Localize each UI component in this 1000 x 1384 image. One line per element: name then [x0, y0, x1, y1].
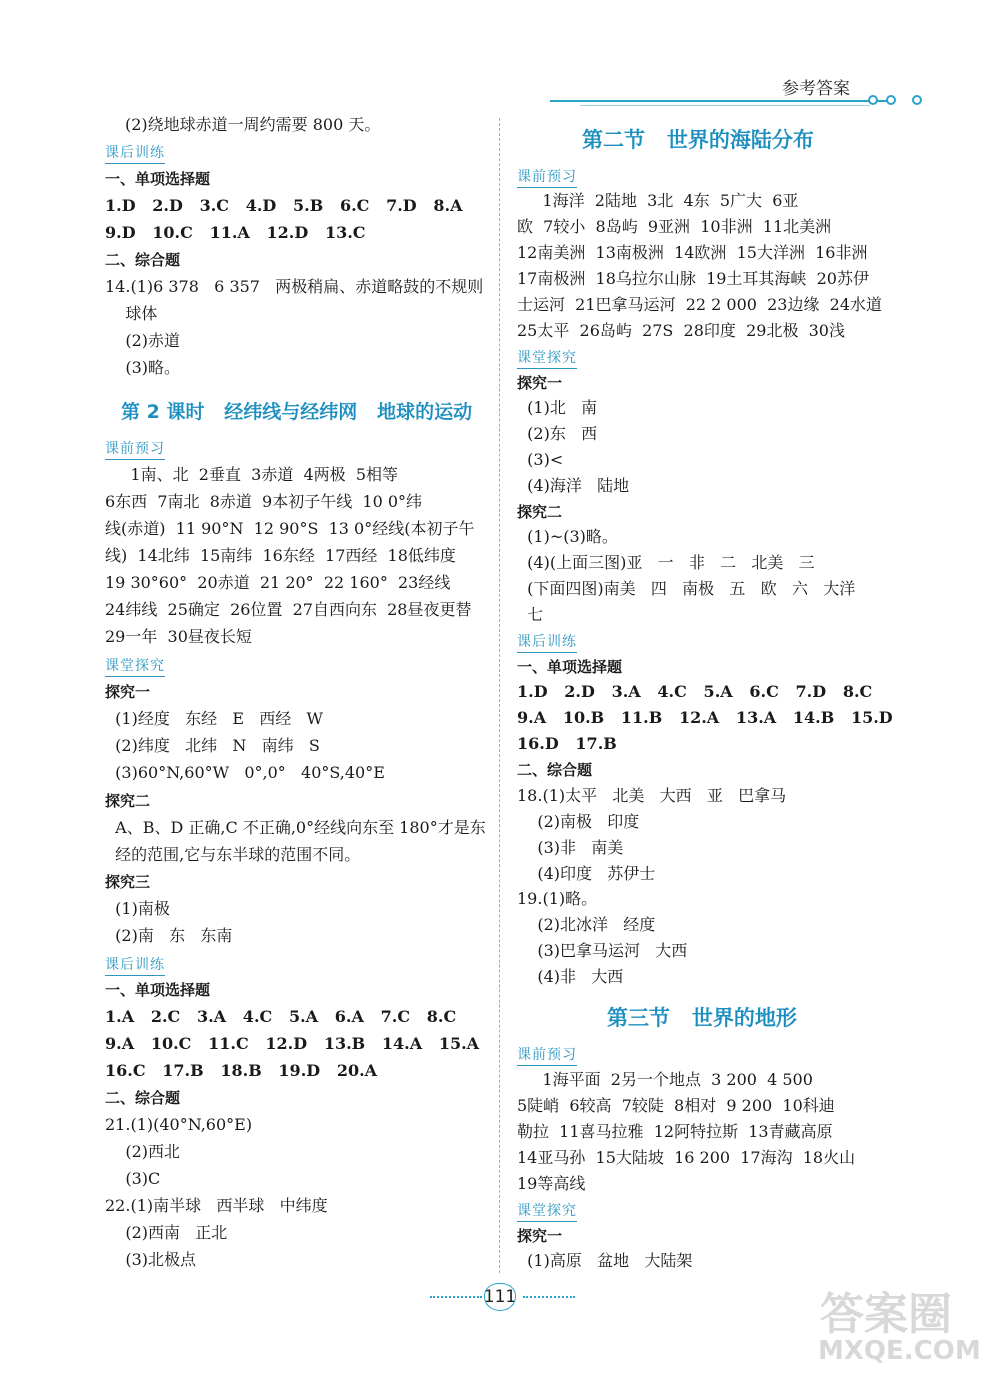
answer-line: (2)西南 正北: [105, 1223, 228, 1242]
section-label: 课前预习: [517, 166, 577, 188]
answer-line: (下面四图)南美 四 南极 五 欧 六 大洋: [517, 579, 856, 598]
answer-line: (4)海洋 陆地: [517, 476, 630, 495]
answer-line: (1)~(3)略。: [517, 527, 618, 546]
answer-line: 19 30°60° 20赤道 21 20° 22 160° 23经线: [105, 573, 451, 592]
question-type-heading: 一、单项选择题: [517, 658, 623, 676]
answer-line: 士运河 21巴拿马运河 22 2 000 23边缘 24水道: [517, 295, 883, 314]
answer-line: (3)60°N,60°W 0°,0° 40°S,40°E: [105, 763, 385, 782]
answer-line: (2)西北: [105, 1142, 181, 1161]
answer-line: (1)南极: [105, 899, 170, 918]
answer-line: (3)非 南美: [517, 838, 624, 857]
answer-line: (3)北极点: [105, 1250, 197, 1269]
inquiry-heading: 探究二: [517, 503, 563, 521]
answer-line: 5陡峭 6较高 7较陡 8相对 9 200 10科迪: [517, 1096, 835, 1115]
answer-line: (3)<: [517, 450, 564, 469]
answer-line: 19等高线: [517, 1174, 586, 1193]
answer-line: 16.D 17.B: [517, 734, 617, 753]
footer-dots: [430, 1296, 482, 1298]
section-label: 课后训练: [105, 954, 165, 976]
answer-line: (3)C: [105, 1169, 161, 1188]
answer-line: 9.D 10.C 11.A 12.D 13.C: [105, 223, 366, 242]
answer-line: (2)赤道: [105, 331, 181, 350]
answer-line: 6东西 7南北 8赤道 9本初子午线 10 0°纬: [105, 492, 423, 511]
answer-line: 经的范围,它与东半球的范围不同。: [105, 845, 361, 864]
header-dot-icon: [868, 95, 878, 105]
page-number-badge: [430, 1283, 575, 1313]
answer-line: 14.(1)6 378 6 357 两极稍扁、赤道略鼓的不规则: [105, 277, 484, 296]
answer-line: 9.A 10.B 11.B 12.A 13.A 14.B 15.D: [517, 708, 893, 727]
answer-line: 1南、北 2垂直 3赤道 4两极 5相等: [105, 465, 399, 484]
answer-line: 22.(1)南半球 西半球 中纬度: [105, 1196, 328, 1215]
answer-line: 1.D 2.D 3.C 4.D 5.B 6.C 7.D 8.A: [105, 196, 463, 215]
answer-line: 29一年 30昼夜长短: [105, 627, 252, 646]
section-title: 第三节 世界的地形: [607, 1005, 797, 1030]
answer-line: 12南美洲 13南极洲 14欧洲 15大洋洲 16非洲: [517, 243, 868, 262]
answer-line: (2)南极 印度: [517, 812, 640, 831]
answer-line: 七: [517, 605, 544, 624]
answer-line: 9.A 10.C 11.C 12.D 13.B 14.A 15.A: [105, 1034, 480, 1053]
answer-line: 19.(1)略。: [517, 889, 598, 908]
header-dot-icon: [912, 95, 922, 105]
answer-line: (4)(上面三图)亚 一 非 二 北美 三: [517, 553, 815, 572]
section-label: 课前预习: [105, 438, 165, 460]
answer-line: 线) 14北纬 15南纬 16东经 17西经 18低纬度: [105, 546, 456, 565]
answer-line: 17南极洲 18乌拉尔山脉 19土耳其海峡 20苏伊: [517, 269, 869, 288]
inquiry-heading: 探究一: [517, 1227, 563, 1245]
answer-line: 线(赤道) 11 90°N 12 90°S 13 0°经线(本初子午: [105, 519, 475, 538]
answer-line: 勒拉 11喜马拉雅 12阿特拉斯 13青藏高原: [517, 1122, 833, 1141]
section-label: 课堂探究: [517, 347, 577, 369]
section-label: 课堂探究: [517, 1200, 577, 1222]
answer-line: (1)高原 盆地 大陆架: [517, 1251, 693, 1270]
answer-line: 18.(1)太平 北美 大西 亚 巴拿马: [517, 786, 787, 805]
answer-line: 16.C 17.B 18.B 19.D 20.A: [105, 1061, 378, 1080]
section-label: 课后训练: [105, 142, 165, 164]
header-rule: [550, 100, 890, 102]
header-rule-thin: [580, 105, 870, 106]
question-type-heading: 一、单项选择题: [105, 981, 211, 999]
answer-line: (1)北 南: [517, 398, 598, 417]
answer-line: (1)经度 东经 E 西经 W: [105, 709, 323, 728]
page-number: 111: [480, 1283, 520, 1311]
inquiry-heading: 探究二: [105, 792, 151, 810]
answer-line: 欧 7较小 8岛屿 9亚洲 10非洲 11北美洲: [517, 217, 832, 236]
answer-line: 24纬线 25确定 26位置 27自西向东 28昼夜更替: [105, 600, 472, 619]
answer-line: (4)印度 苏伊士: [517, 864, 656, 883]
answer-line: 14亚马孙 15大陆坡 16 200 17海沟 18火山: [517, 1148, 856, 1167]
question-type-heading: 一、单项选择题: [105, 170, 211, 188]
header-dot-icon: [886, 95, 896, 105]
answer-line: (2)北冰洋 经度: [517, 915, 656, 934]
question-type-heading: 二、综合题: [105, 251, 181, 269]
question-type-heading: 二、综合题: [105, 1089, 181, 1107]
answer-line: 1海平面 2另一个地点 3 200 4 500: [517, 1070, 813, 1089]
answer-line: (2)纬度 北纬 N 南纬 S: [105, 736, 320, 755]
header-title: 参考答案: [782, 79, 850, 99]
answer-line: (3)巴拿马运河 大西: [517, 941, 688, 960]
answer-line: (4)非 大西: [517, 967, 624, 986]
page-header: [550, 74, 930, 114]
answer-line: (2)东 西: [517, 424, 598, 443]
answer-line: (2)南 东 东南: [105, 926, 233, 945]
inquiry-heading: 探究一: [517, 374, 563, 392]
section-label: 课堂探究: [105, 655, 165, 677]
answer-line: 1海洋 2陆地 3北 4东 5广大 6亚: [517, 191, 799, 210]
column-divider: [499, 118, 500, 1273]
answer-line: 25太平 26岛屿 27S 28印度 29北极 30浅: [517, 321, 845, 340]
section-label: 课前预习: [517, 1044, 577, 1066]
footer-dots: [523, 1296, 575, 1298]
answer-line: 1.D 2.D 3.A 4.C 5.A 6.C 7.D 8.C: [517, 682, 873, 701]
inquiry-heading: 探究三: [105, 873, 151, 891]
answer-line: 21.(1)(40°N,60°E): [105, 1115, 253, 1134]
section-label: 课后训练: [517, 631, 577, 653]
lesson-title: 第 2 课时 经纬线与经纬网 地球的运动: [121, 401, 473, 423]
watermark-logo: 答案圈: [820, 1289, 952, 1340]
section-title: 第二节 世界的海陆分布: [582, 127, 814, 152]
answer-line: (2)绕地球赤道一周约需要 800 天。: [125, 115, 381, 134]
inquiry-heading: 探究一: [105, 683, 151, 701]
answer-line: (3)略。: [105, 358, 181, 377]
question-type-heading: 二、综合题: [517, 761, 593, 779]
answer-line: 1.A 2.C 3.A 4.C 5.A 6.A 7.C 8.C: [105, 1007, 457, 1026]
answer-line: 球体: [105, 304, 158, 323]
answer-line: A、B、D 正确,C 不正确,0°经线向东至 180°才是东: [105, 818, 486, 837]
watermark-url: MXQE.COM: [818, 1336, 981, 1366]
